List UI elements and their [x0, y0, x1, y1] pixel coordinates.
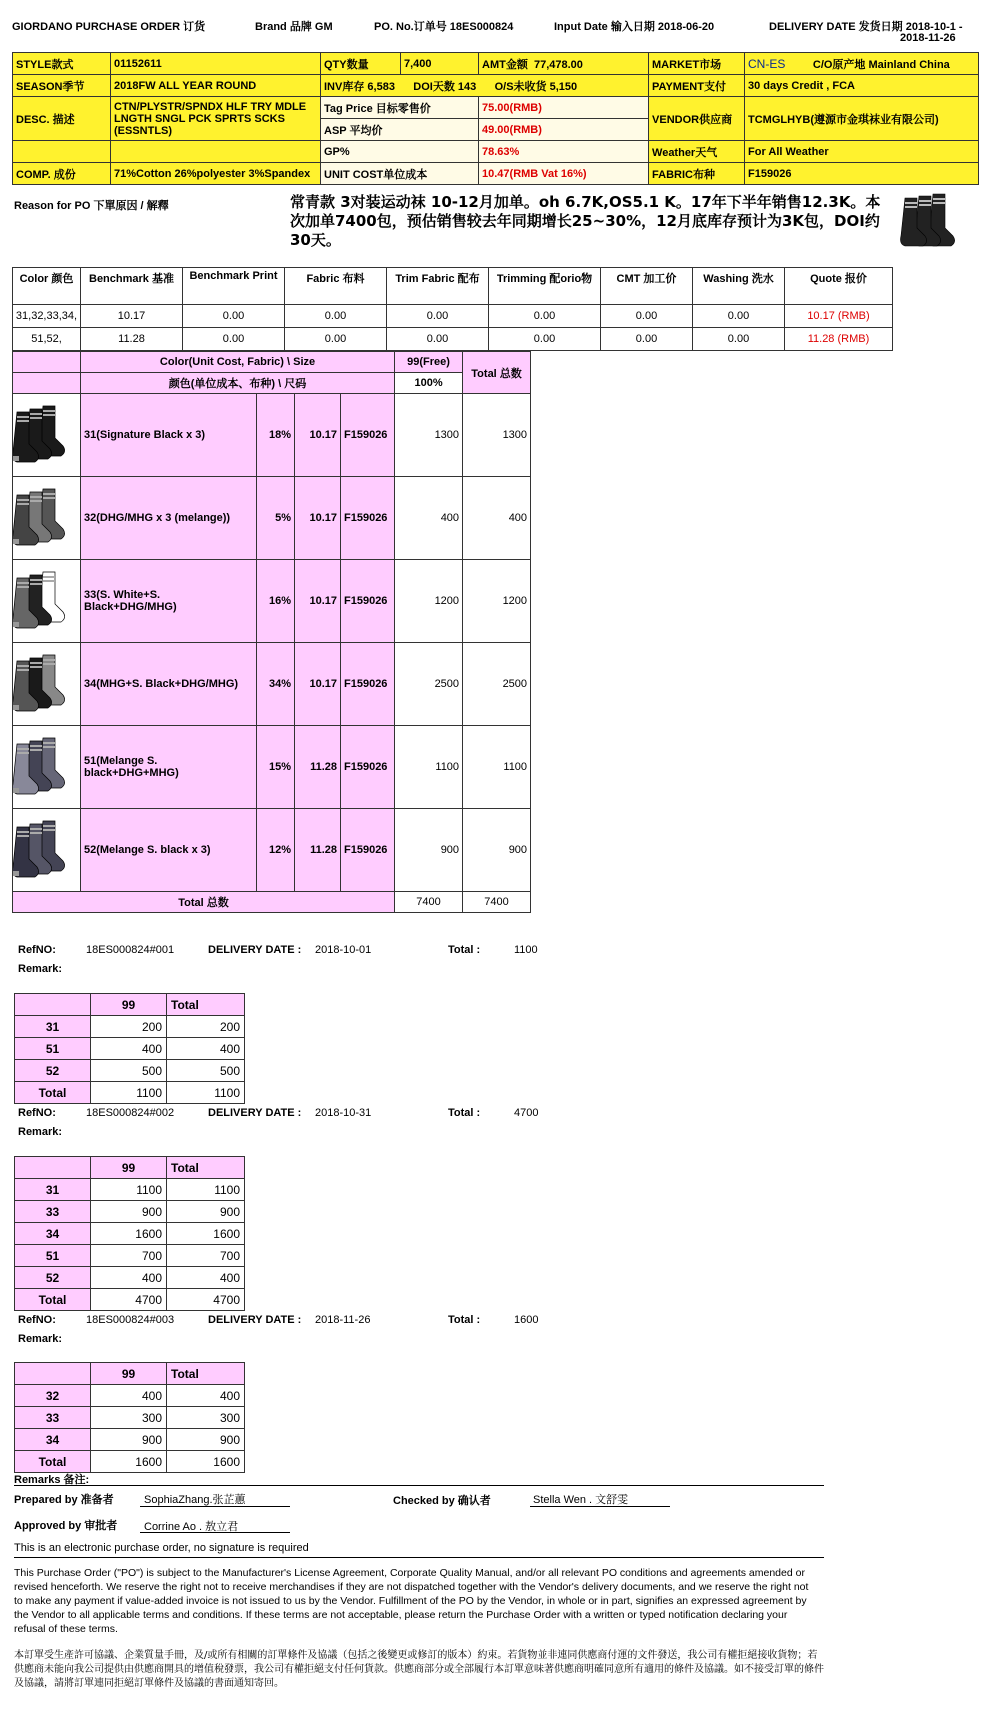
delivery-total-value: 4700 — [514, 1107, 539, 1119]
weather-value: For All Weather — [745, 141, 979, 163]
divider — [14, 1485, 824, 1486]
cost-cell: 0.00 — [489, 305, 601, 328]
size-qty: 4700 — [91, 1289, 167, 1311]
fabric-value: F159026 — [745, 163, 979, 185]
row-total: 1200 — [463, 560, 531, 643]
cost-cell: 51,52, — [13, 328, 81, 351]
row-total: 900 — [167, 1201, 245, 1223]
remark-label: Remark: — [18, 1333, 63, 1345]
cost-cell: 0.00 — [183, 305, 285, 328]
unit-cost: 10.17 — [295, 643, 341, 726]
delivery-total-label: Total : — [448, 1107, 481, 1119]
sock-thumbnail — [13, 643, 81, 726]
table-row — [15, 1060, 245, 1082]
color-code: 33 — [15, 1407, 91, 1429]
size-qty: 500 — [91, 1060, 167, 1082]
col-size: 99 — [91, 994, 167, 1016]
cost-cell: 0.00 — [387, 305, 489, 328]
input-date: Input Date 输入日期 2018-06-20 — [554, 21, 715, 33]
col-size: 99 — [91, 1157, 167, 1179]
tag-price-value: 75.00(RMB) — [479, 97, 649, 119]
size-qty: 1600 — [91, 1223, 167, 1245]
delivery-total-label: Total : — [448, 1314, 481, 1326]
quote-cell: 10.17 (RMB) — [785, 305, 893, 328]
color-pct: 34% — [257, 643, 295, 726]
prepared-name: SophiaZhang.张芷蕙 — [144, 1494, 246, 1506]
remarks-label: Remarks 备注: — [14, 1474, 90, 1486]
cost-cell: 0.00 — [601, 305, 693, 328]
po-number: PO. No.订单号 18ES000824 — [374, 21, 514, 33]
color-pct: 5% — [257, 477, 295, 560]
color-code: 31 — [15, 1016, 91, 1038]
gp-label: GP% — [321, 141, 479, 163]
os-label: O/S未收货 — [494, 80, 547, 93]
empty-cell — [111, 141, 321, 163]
col-total-header: Total 总数 — [463, 352, 531, 394]
unit-cost-label: UNIT COST单位成本 — [321, 163, 479, 185]
cost-cell: 10.17 — [81, 305, 183, 328]
unit-cost: 10.17 — [295, 394, 341, 477]
size-qty: 1600 — [91, 1451, 167, 1473]
style-value: 01152611 — [111, 53, 321, 75]
prepared-label: Prepared by 准备者 — [14, 1494, 114, 1506]
unit-cost: 10.17 — [295, 560, 341, 643]
color-pct: 16% — [257, 560, 295, 643]
desc-value: CTN/PLYSTR/SPNDX HLF TRY MDLE LNGTH SNGL PCK SPRTS SCKS (ESSNTLS) — [111, 97, 321, 141]
sock-thumbnail — [13, 560, 81, 643]
size-qty: 1100 — [91, 1179, 167, 1201]
col-size: 99 — [91, 1363, 167, 1385]
signature-line — [530, 1506, 670, 1507]
row-total: 1600 — [167, 1451, 245, 1473]
sock-pack-icon — [895, 192, 965, 250]
color-code: 52 — [15, 1060, 91, 1082]
delivery-info — [18, 1314, 538, 1348]
fabric-code: F159026 — [341, 643, 395, 726]
desc-label: DESC. 描述 — [13, 97, 111, 141]
color-pct: 18% — [257, 394, 295, 477]
empty-cell — [13, 141, 111, 163]
checked-name: Stella Wen . 文舒雯 — [533, 1494, 629, 1506]
cost-cell: 0.00 — [183, 328, 285, 351]
electronic-note: This is an electronic purchase order, no signature is required — [14, 1542, 309, 1554]
col-quote: Quote 报价 — [785, 268, 893, 305]
row-total: 1600 — [167, 1223, 245, 1245]
color-size-qty-table — [12, 351, 531, 913]
signature-line — [140, 1506, 290, 1507]
table-row — [15, 1038, 245, 1060]
remark-label: Remark: — [18, 963, 63, 975]
cost-cell: 0.00 — [285, 305, 387, 328]
cost-cell: 0.00 — [601, 328, 693, 351]
table-row — [15, 1223, 245, 1245]
sock-thumbnail — [13, 726, 81, 809]
col-trimming: Trimming 配orio物 — [489, 268, 601, 305]
payment-label: PAYMENT支付 — [649, 75, 745, 97]
delivery-info — [18, 1107, 538, 1141]
document-title: GIORDANO PURCHASE ORDER 订货 — [12, 21, 206, 33]
qty-total-row — [13, 892, 531, 913]
reason-text: 常青款 3对装运动袜 10-12月加单。oh 6.7K,OS5.1 K。17年下半年销售12.3K。本次加单7400包，预估销售较去年同期增长25~30%，12月底库存预计为3K包，DOI约 30天。 — [290, 193, 881, 249]
gp-value: 78.63% — [479, 141, 649, 163]
size-qty: 1300 — [395, 394, 463, 477]
vendor-value: TCMGLHYB(遵源市金琪袜业有限公司) — [745, 97, 979, 141]
color-name: 32(DHG/MHG x 3 (melange)) — [81, 477, 257, 560]
table-row — [13, 809, 531, 892]
size-qty: 200 — [91, 1016, 167, 1038]
col-color: Color 颜色 — [13, 268, 81, 305]
fabric-label: FABRIC布种 — [649, 163, 745, 185]
col-trim-fabric: Trim Fabric 配布 — [387, 268, 489, 305]
col-color-header: Color(Unit Cost, Fabric) \ Size — [81, 352, 395, 373]
delivery-date-label: DELIVERY DATE : — [208, 1314, 302, 1326]
doi-value: 143 — [457, 80, 477, 93]
table-row — [13, 305, 893, 328]
size-qty: 2500 — [395, 643, 463, 726]
top-bar — [12, 18, 972, 52]
delivery-header-row — [15, 1363, 245, 1385]
delivery-date-label: DELIVERY DATE : — [208, 944, 302, 956]
size-qty: 400 — [91, 1385, 167, 1407]
color-code: 32 — [15, 1385, 91, 1407]
size-qty: 1100 — [91, 1082, 167, 1104]
row-total: 400 — [167, 1038, 245, 1060]
col-size-header: 99(Free) — [395, 352, 463, 373]
delivery-table — [14, 1156, 245, 1311]
cost-cell: 0.00 — [693, 305, 785, 328]
qty-body — [13, 394, 531, 892]
row-total: 400 — [167, 1267, 245, 1289]
amt-label: AMT金额 — [482, 58, 528, 71]
origin-value: Mainland China — [868, 58, 950, 71]
table-row — [15, 1201, 245, 1223]
row-total: 200 — [167, 1016, 245, 1038]
fabric-code: F159026 — [341, 726, 395, 809]
row-total: 1100 — [463, 726, 531, 809]
delivery-table — [14, 1362, 245, 1473]
season-label: SEASON季节 — [13, 75, 111, 97]
os-value: 5,150 — [549, 80, 578, 93]
amt-value: 77,478.00 — [533, 58, 583, 71]
sock-pack-icon — [13, 787, 79, 799]
delivery-header-row — [15, 994, 245, 1016]
comp-value: 71%Cotton 26%polyester 3%Spandex — [111, 163, 321, 185]
color-code: 31 — [15, 1179, 91, 1201]
origin-label: C/O原产地 — [812, 58, 866, 71]
color-name: 52(Melange S. black x 3) — [81, 809, 257, 892]
reason-label: Reason for PO 下單原因 / 解釋 — [14, 200, 169, 212]
empty-cell — [15, 1157, 91, 1179]
sock-pack-icon — [13, 621, 79, 633]
quote-cell: 11.28 (RMB) — [785, 328, 893, 351]
color-code: 33 — [15, 1201, 91, 1223]
table-row — [15, 1267, 245, 1289]
delivery-info — [18, 944, 538, 978]
row-total: 2500 — [463, 643, 531, 726]
color-name: 51(Melange S. black+DHG+MHG) — [81, 726, 257, 809]
delivery-date-end: 2018-11-26 — [900, 32, 956, 44]
size-qty: 900 — [91, 1429, 167, 1451]
delivery-date-value: 2018-10-01 — [315, 944, 372, 956]
qty-value: 7,400 — [401, 53, 479, 75]
signature-line — [140, 1532, 290, 1533]
comp-label: COMP. 成份 — [13, 163, 111, 185]
total-total: 7400 — [463, 892, 531, 913]
ref-number: 18ES000824#002 — [86, 1107, 175, 1119]
market-cell — [745, 53, 979, 75]
inv-label: INV库存 — [324, 80, 365, 93]
color-code: 34 — [15, 1429, 91, 1451]
size-qty: 900 — [395, 809, 463, 892]
cost-cell: 31,32,33,34, — [13, 305, 81, 328]
color-name: 34(MHG+S. Black+DHG/MHG) — [81, 643, 257, 726]
row-total: 400 — [167, 1385, 245, 1407]
table-row — [13, 643, 531, 726]
delivery-date-value: 2018-11-26 — [315, 1314, 371, 1326]
table-row — [15, 1385, 245, 1407]
row-total: 400 — [463, 477, 531, 560]
sock-pack-icon — [13, 538, 79, 550]
sock-pack-icon — [13, 870, 79, 882]
qty-header-row — [13, 352, 531, 373]
cost-cell: 0.00 — [693, 328, 785, 351]
ref-label: RefNO: — [18, 1314, 56, 1326]
asp-label: ASP 平均价 — [321, 119, 479, 141]
size-qty: 400 — [91, 1267, 167, 1289]
table-row — [15, 1451, 245, 1473]
fabric-code: F159026 — [341, 809, 395, 892]
row-total: 500 — [167, 1060, 245, 1082]
color-name: 33(S. White+S. Black+DHG/MHG) — [81, 560, 257, 643]
divider — [14, 1557, 824, 1558]
size-qty: 1200 — [395, 560, 463, 643]
row-total: 900 — [463, 809, 531, 892]
weather-label: Weather天气 — [649, 141, 745, 163]
size-qty: 900 — [91, 1201, 167, 1223]
row-total: 1100 — [167, 1179, 245, 1201]
total-qty: 7400 — [395, 892, 463, 913]
size-qty: 400 — [91, 1038, 167, 1060]
cost-cell: 11.28 — [81, 328, 183, 351]
col-benchmark-print: Benchmark Print — [183, 268, 285, 305]
row-total: 300 — [167, 1407, 245, 1429]
unit-cost: 10.17 — [295, 477, 341, 560]
row-total: 1300 — [463, 394, 531, 477]
col-fabric: Fabric 布料 — [285, 268, 387, 305]
table-row — [15, 1016, 245, 1038]
color-code: 51 — [15, 1245, 91, 1267]
table-row — [13, 560, 531, 643]
empty-cell — [13, 352, 81, 373]
asp-value: 49.00(RMB) — [479, 119, 649, 141]
size-qty: 1100 — [395, 726, 463, 809]
table-row — [15, 1245, 245, 1267]
color-name: 31(Signature Black x 3) — [81, 394, 257, 477]
empty-cell — [15, 994, 91, 1016]
delivery-total-value: 1600 — [514, 1314, 539, 1326]
inv-value: 6,583 — [367, 80, 395, 93]
market-label: MARKET市场 — [649, 53, 745, 75]
col-washing: Washing 洗水 — [693, 268, 785, 305]
style-label: STYLE款式 — [13, 53, 111, 75]
approved-name: Corrine Ao . 敖立君 — [144, 1521, 239, 1533]
color-code: 51 — [15, 1038, 91, 1060]
table-row — [13, 726, 531, 809]
cost-cell: 0.00 — [285, 328, 387, 351]
sock-pack-icon — [13, 455, 79, 467]
cost-cell: 0.00 — [387, 328, 489, 351]
market-value: CN-ES — [748, 56, 786, 71]
col-size-pct: 100% — [395, 373, 463, 394]
season-value: 2018FW ALL YEAR ROUND — [111, 75, 321, 97]
delivery-total-label: Total : — [448, 944, 481, 956]
empty-cell — [13, 373, 81, 394]
unit-cost: 11.28 — [295, 809, 341, 892]
table-row — [15, 1082, 245, 1104]
color-pct: 12% — [257, 809, 295, 892]
row-total: 900 — [167, 1429, 245, 1451]
delivery-total-value: 1100 — [514, 944, 538, 956]
fabric-code: F159026 — [341, 560, 395, 643]
col-color-header-cn: 颜色(单位成本、布种) \ 尺码 — [81, 373, 395, 394]
unit-cost: 11.28 — [295, 726, 341, 809]
doi-label: DOI天数 — [413, 80, 455, 93]
checked-label: Checked by 确认者 — [393, 1495, 491, 1507]
table-row — [13, 328, 893, 351]
terms-english: This Purchase Order ("PO") is subject to the Manufacturer's License Agreement, Corporate Quality Manual, and/or all relevant PO conditions and agreements amended or revised henceforth. We reserve the right not to receive merchandises if they are not dispatched together with the Vendor's delivery documents, and we reserve the right not to make any payment if value-added invoice is not issued to us by the Vendor. Fulfillment of the PO by the Vendor, in whole or in part, signifies an expressed agreement by the Vendor to all applicable terms and conditions. If these terms are not acceptable, please return the Purchase Order with a written or typed notification declaring your refusal of these terms. — [14, 1567, 809, 1635]
vendor-label: VENDOR供应商 — [649, 97, 745, 141]
delivery-header-row — [15, 1157, 245, 1179]
col-total: Total — [167, 1363, 245, 1385]
payment-value: 30 days Credit , FCA — [745, 75, 979, 97]
table-row — [15, 1407, 245, 1429]
cost-header-row — [13, 268, 893, 305]
col-total: Total — [167, 994, 245, 1016]
col-total: Total — [167, 1157, 245, 1179]
unit-cost-value: 10.47(RMB Vat 16%) — [479, 163, 649, 185]
cost-cell: 0.00 — [489, 328, 601, 351]
sock-thumbnail — [13, 394, 81, 477]
delivery-date: DELIVERY DATE 发货日期 2018-10-1 - — [769, 21, 963, 33]
empty-cell — [15, 1363, 91, 1385]
tag-price-label: Tag Price 目标零售价 — [321, 97, 479, 119]
table-row — [13, 394, 531, 477]
cost-breakdown-table — [12, 267, 893, 351]
sock-thumbnail — [13, 809, 81, 892]
row-total: 1100 — [167, 1082, 245, 1104]
delivery-table — [14, 993, 245, 1104]
color-code: 34 — [15, 1223, 91, 1245]
qty-label: QTY数量 — [321, 53, 401, 75]
sock-pack-icon — [13, 704, 79, 716]
size-qty: 700 — [91, 1245, 167, 1267]
remark-label: Remark: — [18, 1126, 63, 1138]
ref-label: RefNO: — [18, 1107, 56, 1119]
col-benchmark: Benchmark 基准 — [81, 268, 183, 305]
size-qty: 400 — [395, 477, 463, 560]
fabric-code: F159026 — [341, 394, 395, 477]
delivery-date-value: 2018-10-31 — [315, 1107, 372, 1119]
color-code: Total — [15, 1289, 91, 1311]
ref-number: 18ES000824#003 — [86, 1314, 175, 1326]
col-cmt: CMT 加工价 — [601, 268, 693, 305]
brand: Brand 品牌 GM — [255, 21, 333, 33]
delivery-date-label: DELIVERY DATE : — [208, 1107, 302, 1119]
size-qty: 300 — [91, 1407, 167, 1429]
row-total: 4700 — [167, 1289, 245, 1311]
color-code: Total — [15, 1082, 91, 1104]
ref-label: RefNO: — [18, 944, 56, 956]
ref-number: 18ES000824#001 — [86, 944, 175, 956]
sock-thumbnail — [13, 477, 81, 560]
approved-label: Approved by 审批者 — [14, 1520, 118, 1532]
table-row — [15, 1179, 245, 1201]
qty-header-row — [13, 373, 531, 394]
amt-cell — [479, 53, 649, 75]
color-pct: 15% — [257, 726, 295, 809]
inventory-cell — [321, 75, 649, 97]
table-row — [13, 477, 531, 560]
color-code: 52 — [15, 1267, 91, 1289]
po-header-table — [12, 52, 979, 185]
fabric-code: F159026 — [341, 477, 395, 560]
color-code: Total — [15, 1451, 91, 1473]
table-row — [15, 1289, 245, 1311]
table-row — [15, 1429, 245, 1451]
row-total: 700 — [167, 1245, 245, 1267]
terms-chinese: 本訂單受生產許可協議、企業質量手冊，及/或所有相關的訂單條件及協議（包括之後變更或修訂的版本）約束。若貨物並非連同供應商付運的文件發送，我公司有權拒絕接收貨物；若供應商未能向我公司提供由供應商開具的增值稅發票，我公司有權拒絕支付任何貨款。供應商部分或全部履行本訂單意味著供應商明確同意所有適用的條件及協議。如不接受訂單的條件及協議，請將訂單連同拒絕訂單條件及協議的書面通知寄回。 — [14, 1650, 824, 1689]
total-label: Total 总数 — [13, 892, 395, 913]
